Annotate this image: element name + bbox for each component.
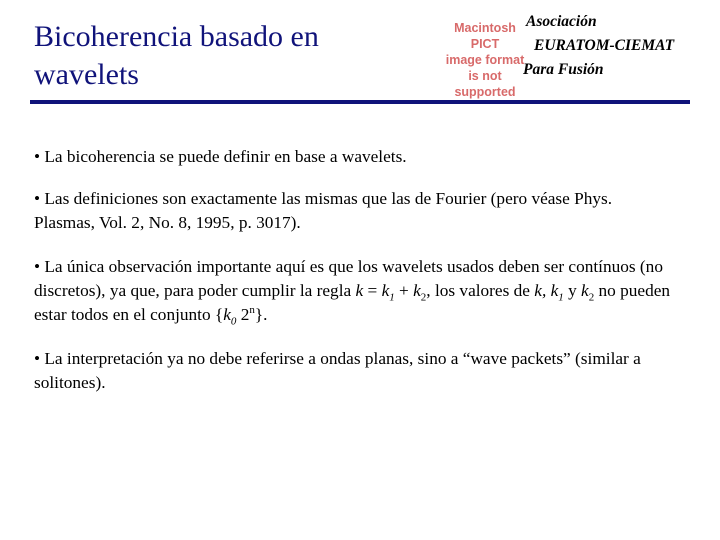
closing-brace: }. bbox=[254, 305, 268, 324]
bullet-3-text-a: • La única observación importante aquí es que los wavelets usados deben ser contínuos (no discretos), ya que, para poder cumplir la regla bbox=[34, 257, 663, 300]
pict-placeholder-line-2: image format bbox=[445, 53, 525, 67]
var-k2-list: k bbox=[581, 281, 589, 300]
conjunction-y: y bbox=[563, 281, 582, 300]
organization-line-3: Para Fusión bbox=[523, 61, 604, 78]
var-k: k bbox=[355, 281, 364, 300]
var-k1: k bbox=[381, 281, 390, 300]
bullet-2: • Las definiciones son exactamente las mismas que las de Fourier (pero véase Phys. Plasmas, Vol. 2, No. 8, 1995, p. 3017). bbox=[34, 189, 613, 232]
subscript-1: 1 bbox=[389, 291, 395, 304]
bullet-list bbox=[34, 145, 674, 415]
slide-title: Bicoherencia basado en wavelets bbox=[34, 20, 319, 91]
subscript-2-list: 2 bbox=[588, 291, 595, 304]
var-k1-list: k bbox=[550, 281, 559, 300]
var-k0: k bbox=[223, 305, 231, 324]
two-power: 2 bbox=[236, 305, 250, 324]
plus-sign: + bbox=[394, 281, 414, 300]
organization-line-2: EURATOM-CIEMAT bbox=[534, 37, 675, 54]
subscript-2: 2 bbox=[420, 291, 427, 304]
subscript-0: 0 bbox=[230, 315, 237, 328]
bullet-3 bbox=[34, 255, 674, 327]
pict-placeholder-line-3: is not supported bbox=[454, 69, 516, 99]
pict-placeholder-image bbox=[443, 20, 527, 99]
organization-line-1: Asociación bbox=[526, 13, 597, 30]
pict-placeholder-line-1: Macintosh PICT bbox=[454, 21, 516, 51]
bullet-3-text-c: no pueden estar todos en el conjunto { bbox=[34, 281, 671, 324]
subscript-1-list: 1 bbox=[558, 291, 564, 304]
equals-sign: = bbox=[363, 281, 382, 300]
bullet-1: • La bicoherencia se puede definir en base a wavelets. bbox=[34, 147, 407, 166]
bullet-3-text-b: , los valores de bbox=[426, 281, 535, 300]
organization-name bbox=[518, 10, 718, 82]
var-k2: k bbox=[413, 281, 421, 300]
superscript-n: n bbox=[249, 304, 255, 317]
title-divider bbox=[30, 100, 690, 104]
bullet-4: • La interpretación ya no debe referirse a ondas planas, sino a “wave packets” (similar a solitones). bbox=[34, 349, 641, 392]
var-k-list: k, bbox=[534, 281, 551, 300]
